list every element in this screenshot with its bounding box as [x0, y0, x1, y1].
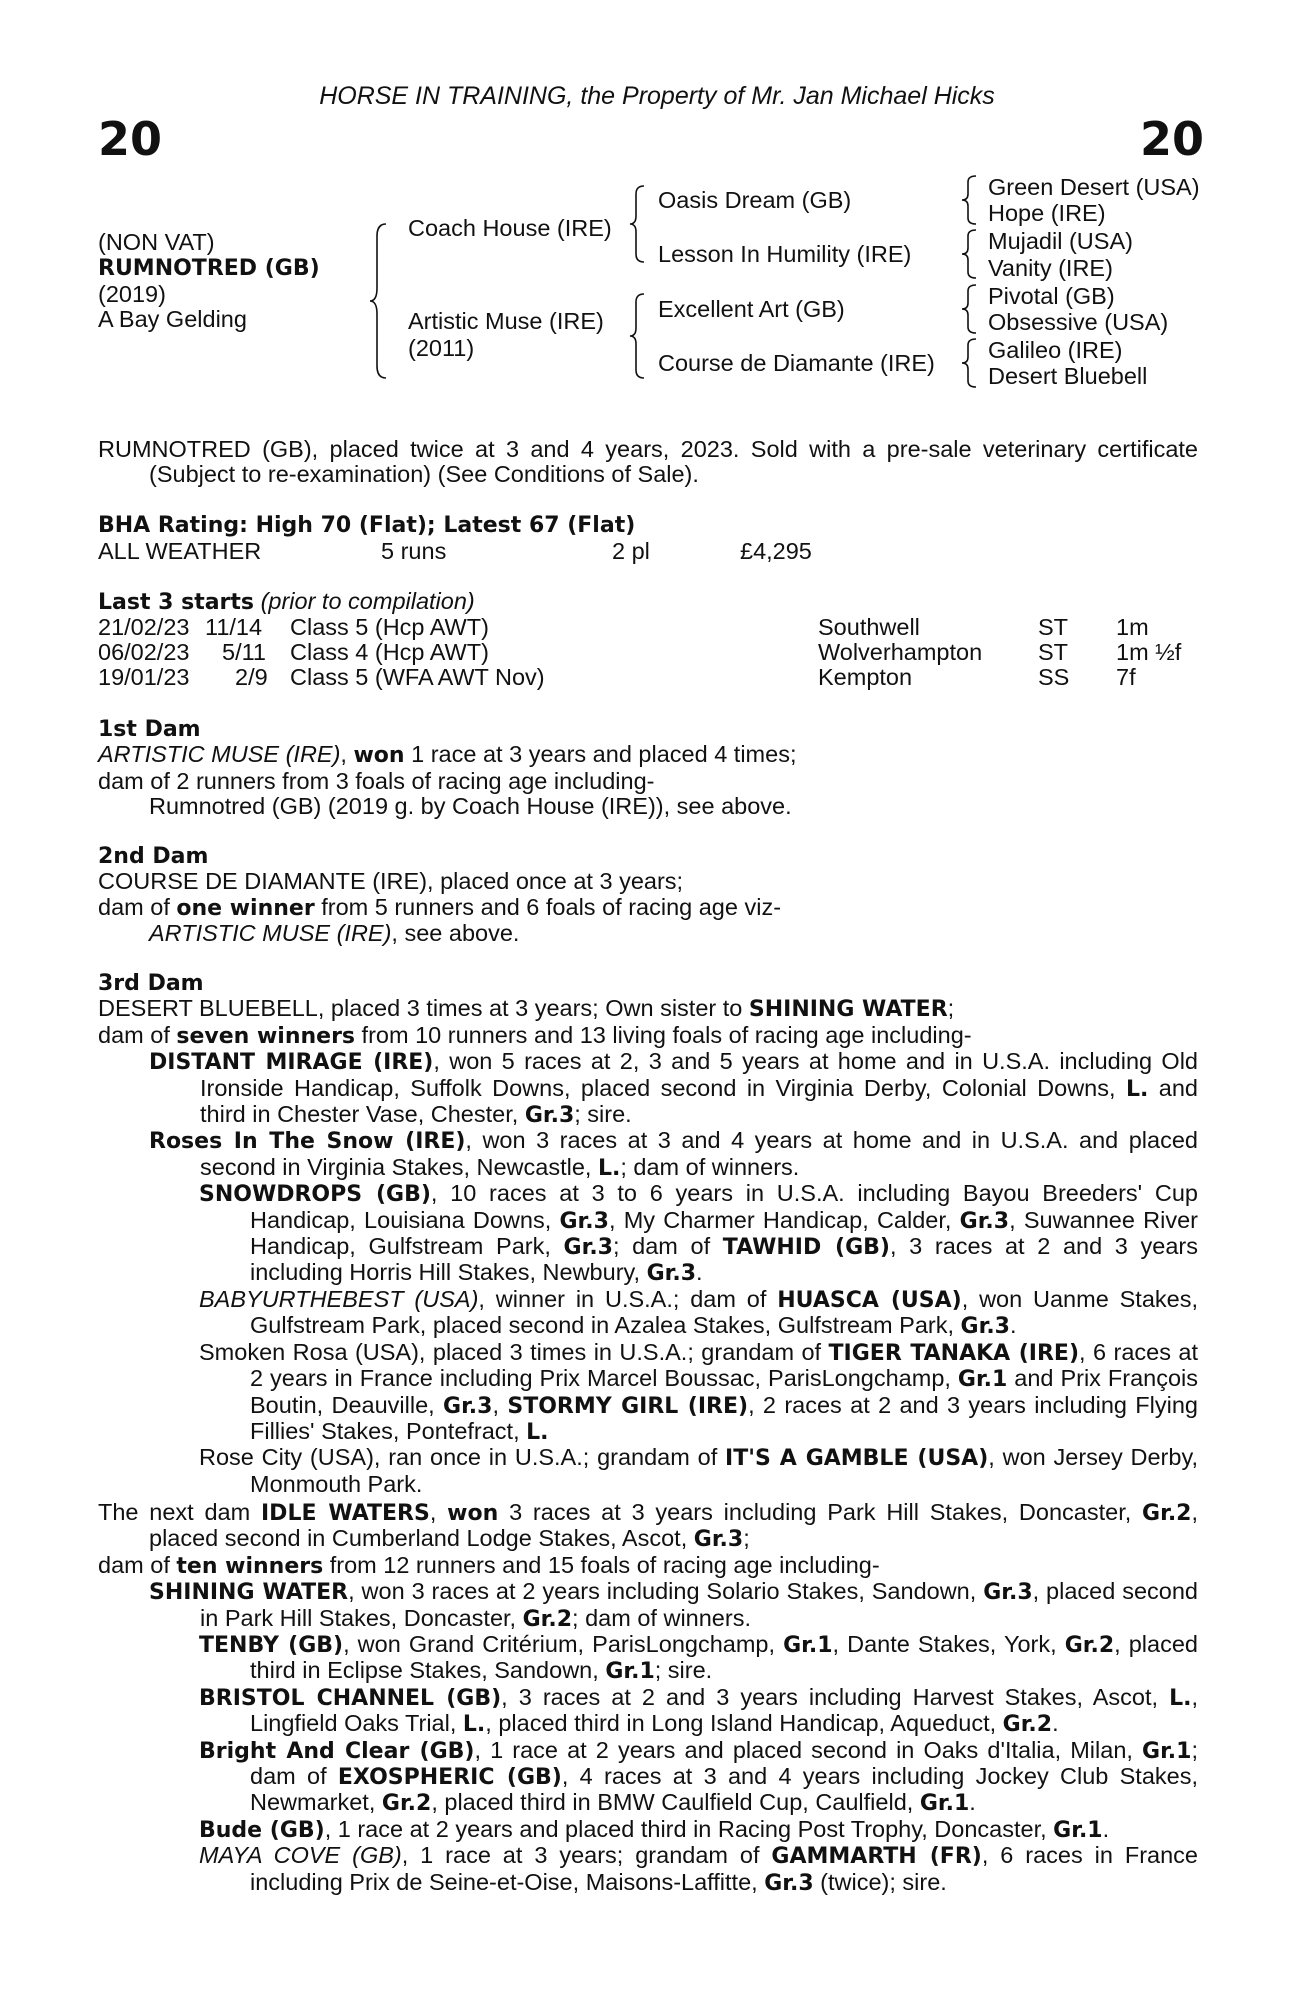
start-course: Kempton [818, 664, 913, 690]
start-date: 21/02/23 [98, 614, 190, 640]
next-dam-record: The next dam IDLE WATERS, won 3 races at 3 years including Park Hill Stakes, Doncaster, Gr.2, placed second in Cumberland Lodge Stakes, Ascot, Gr.3; [98, 1499, 1199, 1553]
produce-entry: Smoken Rosa (USA), placed 3 times in U.S.A.; grandam of TIGER TANAKA (IRE), 6 races at 2 years in France including Prix Marcel Boussac, ParisLongchamp, Gr.1 and Prix François Boutin, Deauville, Gr.3, STORMY GIRL (IRE), 2 races at 2 and 3 years including Flying Fillies' Stakes, Pontefract, L. [199, 1338, 1199, 1445]
produce-entry: BRISTOL CHANNEL (GB), 3 races at 2 and 3 years including Harvest Stakes, Ascot, L., Lingfield Oaks Trial, L., placed third in Long Island Handicap, Aqueduct, Gr.2. [199, 1683, 1198, 1738]
ancestor-1: Green Desert (USA) [988, 174, 1200, 200]
first-dam-heading: 1st Dam [98, 717, 201, 742]
ancestor-5: Pivotal (GB) [988, 283, 1115, 309]
start-date: 19/01/23 [98, 664, 190, 690]
third-dam-winners: seven winners [176, 1023, 356, 1049]
pedigree-brace-3 [628, 292, 648, 380]
dam: Artistic Muse (IRE) [408, 308, 604, 334]
start-position: 5/11 [222, 639, 266, 665]
first-dam-section: 1st Dam ARTISTIC MUSE (IRE), won 1 race at 3 years and placed 4 times; dam of 2 runners from 3 foals of racing age including- Rumnotred (GB) (2019 g. by Coach House (IRE)), see above. [98, 716, 1198, 820]
runner-name: DISTANT MIRAGE (IRE) [149, 1050, 434, 1076]
dam-dam: Course de Diamante (IRE) [658, 350, 935, 376]
second-dam-offspring: ARTISTIC MUSE (IRE) [149, 920, 392, 947]
lot-number-left: 20 [98, 112, 163, 166]
last-starts-note: (prior to compilation) [260, 588, 475, 614]
ancestor-8: Desert Bluebell [988, 363, 1148, 389]
dam-year: (2011) [408, 335, 475, 361]
summary-text: RUMNOTRED (GB), placed twice at 3 and 4 years, 2023. Sold with a pre-sale veterinary certificate (Subject to re-examination) (See Conditions of Sale). [98, 436, 1198, 488]
horse-name: RUMNOTRED (GB) [98, 256, 320, 281]
dam-sire: Excellent Art (GB) [658, 296, 845, 322]
pedigree-brace-4 [960, 174, 980, 226]
first-dam-name: ARTISTIC MUSE (IRE) [98, 741, 341, 768]
start-distance: 1m ½f [1116, 639, 1182, 665]
ancestor-6: Obsessive (USA) [988, 309, 1169, 335]
first-dam-record: 1 race at 3 years and placed 4 times; [404, 741, 797, 768]
pedigree-brace-1 [368, 222, 390, 380]
produce-entry: Bude (GB), 1 race at 2 years and placed third in Racing Post Trophy, Doncaster, Gr.1. [199, 1815, 1110, 1843]
produce-entry: Bright And Clear (GB), 1 race at 2 years and placed second in Oaks d'Italia, Milan, Gr.1; dam of EXOSPHERIC (GB), 4 races at 3 and 4 years including Jockey Club Stakes, Newmarket, Gr.2, placed third in BMW Caulfield Cup, Caulfield, Gr.1. [199, 1736, 1198, 1817]
runner-name: TENBY (GB) [199, 1633, 344, 1659]
start-class: Class 5 (Hcp AWT) [290, 614, 489, 640]
first-dam-produce: dam of 2 runners from 3 foals of racing age including- [98, 767, 655, 794]
runner-name: Bude (GB) [199, 1817, 325, 1843]
second-dam-heading: 2nd Dam [98, 844, 209, 869]
sire-dam: Lesson In Humility (IRE) [658, 241, 912, 267]
ancestor-4: Vanity (IRE) [988, 255, 1113, 281]
runner-name: Roses In The Snow (IRE) [149, 1129, 466, 1155]
second-dam-winners: one winner [176, 895, 315, 921]
catalogue-header: HORSE IN TRAINING, the Property of Mr. Jan Michael Hicks [319, 82, 995, 110]
rating-prize: £4,295 [740, 538, 812, 564]
ancestor-3: Mujadil (USA) [988, 228, 1133, 254]
rating-surface: ALL WEATHER [98, 538, 262, 564]
runner-name: SNOWDROPS (GB) [199, 1182, 431, 1208]
sale-summary [98, 437, 1198, 488]
start-going: ST [1038, 614, 1069, 640]
next-dam-winners: ten winners [176, 1553, 324, 1579]
third-dam-section: 3rd Dam DESERT BLUEBELL, placed 3 times at 3 years; Own sister to SHINING WATER; dam of seven winners from 10 runners and 13 living foals of racing age including- DISTANT MIRAGE (IRE), won 5 races at 2, 3 and 5 years at home and in U.S.A. including Old Ironside Handicap, Suffolk Downs, placed second in Virginia Derby, Colonial Downs, L. and third in Chester Vase, Chester, Gr.3; sire. Roses In The Snow (IRE), won 3 races at 3 and 4 years at home and in U.S.A. and placed second in Virginia Stakes, Newcastle, L.; dam of winners. SNOWDROPS (GB), 10 races at 3 to 6 years in U.S.A. including Bayou Breeders' Cup Handicap, Louisiana Downs, Gr.3, My Charmer Handicap, Calder, Gr.3, Suwannee River Handicap, Gulfstream Park, Gr.3; dam of TAWHID (GB), 3 races at 2 and 3 years including Horris Hill Stakes, Newbury, Gr.3. BABYURTHEBEST (USA), winner in U.S.A.; dam of HUASCA (USA), won Uanme Stakes, Gulfstream Park, placed second in Azalea Stakes, Gulfstream Park, Gr.3. Smoken Rosa (USA), placed 3 times in U.S.A.; grandam of TIGER TANAKA (IRE), 6 races at 2 years in France including Prix Marcel Boussac, ParisLongchamp, Gr.1 and Prix François Boutin, Deauville, Gr.3, STORMY GIRL (IRE), 2 races at 2 and 3 years including Flying Fillies' Stakes, Pontefract, L. Rose City (USA), ran once in U.S.A.; grandam of IT'S A GAMBLE (USA), won Jersey Derby, Monmouth Park. [98, 971, 1199, 1497]
second-dam-record: COURSE DE DIAMANTE (IRE), placed once at 3 years; [98, 868, 684, 895]
vat-status: (NON VAT) [98, 229, 215, 255]
start-position: 11/14 [205, 614, 263, 640]
own-sister-name: SHINING WATER [748, 997, 948, 1023]
sire: Coach House (IRE) [408, 215, 612, 241]
start-going: SS [1038, 664, 1070, 690]
next-dam-section: The next dam IDLE WATERS, won 3 races at 3 years including Park Hill Stakes, Doncaster, Gr.2, placed second in Cumberland Lodge Stakes, Ascot, Gr.3; dam of ten winners from 12 runners and 15 foals of racing age including- SHINING WATER, won 3 races at 2 years including Solario Stakes, Sandown, Gr.3, placed second in Park Hill Stakes, Doncaster, Gr.2; dam of winners. TENBY (GB), won Grand Critérium, ParisLongchamp, Gr.1, Dante Stakes, York, Gr.2, placed third in Eclipse Stakes, Sandown, Gr.1; sire. BRISTOL CHANNEL (GB), 3 races at 2 and 3 years including Harvest Stakes, Ascot, L., Lingfield Oaks Trial, L., placed third in Long Island Handicap, Aqueduct, Gr.2. Bright And Clear (GB), 1 race at 2 years and placed second in Oaks d'Italia, Milan, Gr.1; dam of EXOSPHERIC (GB), 4 races at 3 and 4 years including Jockey Club Stakes, Newmarket, Gr.2, placed third in BMW Caulfield Cup, Caulfield, Gr.1. Bude (GB), 1 race at 2 years and placed third in Racing Post Trophy, Doncaster, Gr.1. MAYA COVE (GB), 1 race at 3 years; grandam of GAMMARTH (FR), 6 races in France including Prix de Seine-et-Oise, Maisons-Laffitte, Gr.3 (twice); sire. [98, 1499, 1199, 1896]
last-starts-title: Last 3 starts [98, 590, 255, 615]
runner-name: BRISTOL CHANNEL (GB) [199, 1685, 502, 1711]
start-distance: 7f [1116, 664, 1136, 690]
runner-name: Bright And Clear (GB) [199, 1738, 475, 1764]
sire-sire: Oasis Dream (GB) [658, 187, 852, 213]
pedigree-brace-5 [960, 228, 980, 280]
ancestor-2: Hope (IRE) [988, 200, 1106, 226]
bha-rating: BHA Rating: High 70 (Flat); Latest 67 (Flat) [98, 513, 636, 538]
produce-entry: Rose City (USA), ran once in U.S.A.; grandam of IT'S A GAMBLE (USA), won Jersey Derby, Monmouth Park. [199, 1444, 1198, 1497]
produce-entry: BABYURTHEBEST (USA), winner in U.S.A.; dam of HUASCA (USA), won Uanme Stakes, Gulfstream Park, placed second in Azalea Stakes, Gulfstream Park, Gr.3. [199, 1285, 1198, 1340]
rating-placed: 2 pl [612, 538, 650, 564]
lot-number-right: 20 [1139, 112, 1204, 166]
produce-entry: Roses In The Snow (IRE), won 3 races at 3 and 4 years at home and in U.S.A. and placed second in Virginia Stakes, Newcastle, L.; dam of winners. [149, 1127, 1198, 1181]
produce-entry: SHINING WATER, won 3 races at 2 years including Solario Stakes, Sandown, Gr.3, placed second in Park Hill Stakes, Doncaster, Gr.2; dam of winners. [149, 1578, 1198, 1632]
produce-entry: TENBY (GB), won Grand Critérium, ParisLongchamp, Gr.1, Dante Stakes, York, Gr.2, placed third in Eclipse Stakes, Sandown, Gr.1; sire. [199, 1631, 1198, 1685]
start-class: Class 4 (Hcp AWT) [290, 639, 489, 665]
pedigree-brace-6 [960, 283, 980, 335]
start-date: 06/02/23 [98, 639, 190, 665]
next-dam-name: IDLE WATERS [261, 1501, 430, 1526]
second-dam-section: 2nd Dam COURSE DE DIAMANTE (IRE), placed once at 3 years; dam of one winner from 5 runners and 6 foals of racing age viz- ARTISTIC MUSE (IRE), see above. [98, 843, 1198, 947]
produce-entry: SNOWDROPS (GB), 10 races at 3 to 6 years in U.S.A. including Bayou Breeders' Cup Handicap, Louisiana Downs, Gr.3, My Charmer Handicap, Calder, Gr.3, Suwannee River Handicap, Gulfstream Park, Gr.3; dam of TAWHID (GB), 3 races at 2 and 3 years including Horris Hill Stakes, Newbury, Gr.3. [199, 1180, 1198, 1287]
start-class: Class 5 (WFA AWT Nov) [290, 664, 545, 690]
produce-entry: MAYA COVE (GB), 1 race at 3 years; grandam of GAMMARTH (FR), 6 races in France including Prix de Seine-et-Oise, Maisons-Laffitte, Gr.3 (twice); sire. [199, 1842, 1198, 1896]
first-dam-won: won [353, 743, 405, 769]
third-dam-heading: 3rd Dam [98, 971, 204, 996]
start-distance: 1m [1116, 614, 1149, 640]
runner-name: BABYURTHEBEST (USA) [199, 1285, 479, 1312]
start-course: Southwell [818, 614, 920, 640]
first-dam-offspring: Rumnotred (GB) (2019 g. by Coach House (IRE)), see above. [149, 793, 792, 820]
runner-name: SHINING WATER [149, 1580, 349, 1606]
foaling-year: (2019) [98, 281, 166, 307]
ancestor-7: Galileo (IRE) [988, 337, 1123, 363]
produce-entry: DISTANT MIRAGE (IRE), won 5 races at 2, 3 and 5 years at home and in U.S.A. including Old Ironside Handicap, Suffolk Downs, placed second in Virginia Derby, Colonial Downs, L. and third in Chester Vase, Chester, Gr.3; sire. [149, 1048, 1198, 1129]
horse-description: A Bay Gelding [98, 306, 247, 332]
pedigree-brace-2 [628, 184, 648, 264]
rating-runs: 5 runs [381, 538, 447, 564]
pedigree-brace-7 [960, 337, 980, 389]
start-position: 2/9 [235, 664, 268, 690]
start-course: Wolverhampton [818, 639, 983, 665]
start-going: ST [1038, 639, 1069, 665]
runner-name: MAYA COVE (GB) [199, 1842, 402, 1869]
last-starts-heading [98, 589, 475, 615]
